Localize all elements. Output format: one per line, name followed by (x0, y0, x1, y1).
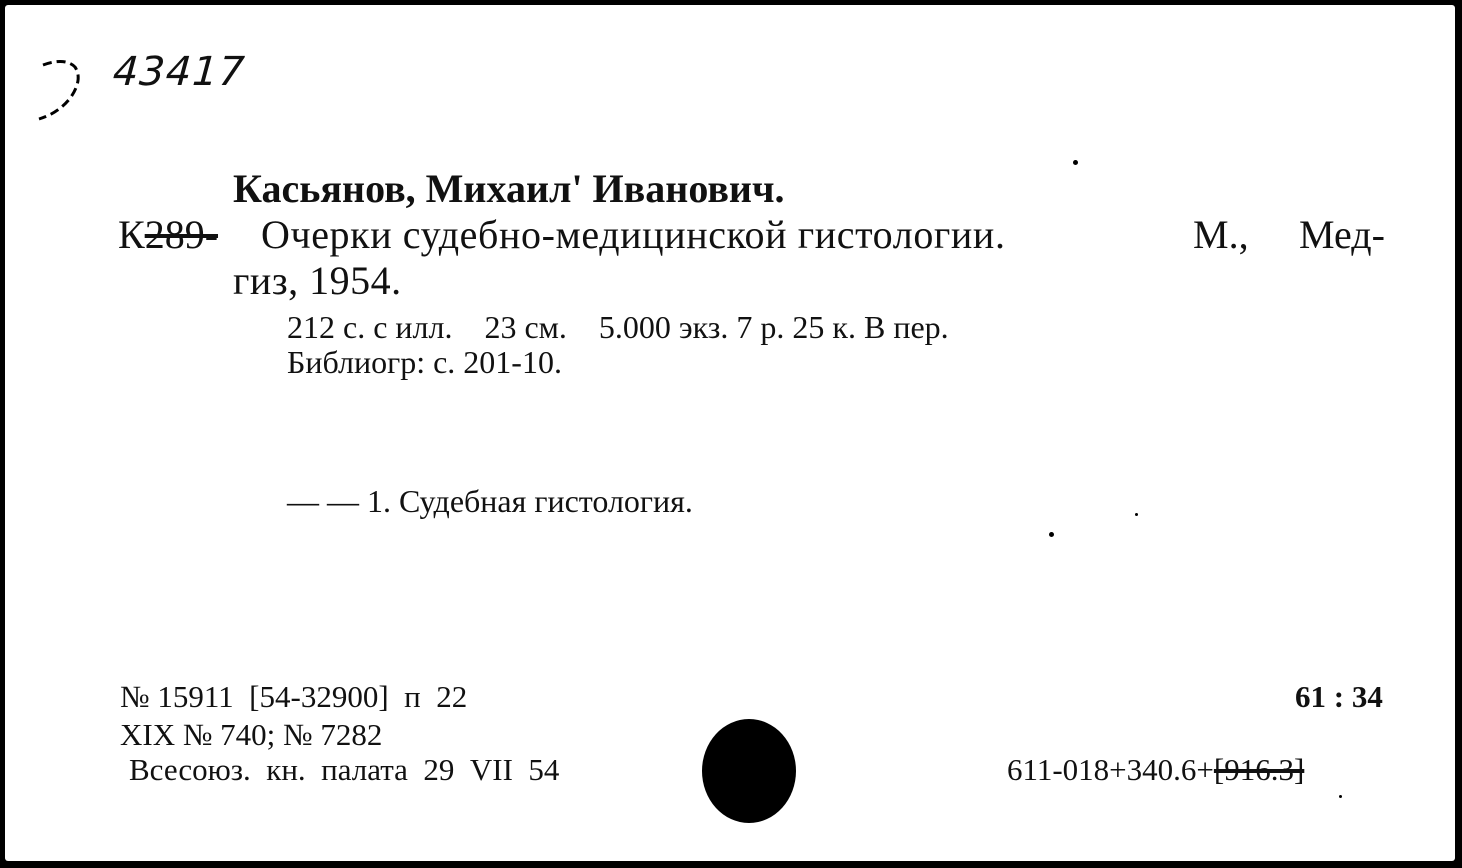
catalog-card (5, 5, 1455, 861)
publisher-year: гиз, 1954. (233, 258, 402, 303)
bibliography-note: Библиогр: с. 201-10. (287, 344, 562, 380)
speck (1049, 532, 1054, 537)
speck (1339, 795, 1342, 798)
handwritten-mark-icon (35, 57, 95, 127)
shelfmark-struck-number: 289- (144, 212, 219, 257)
shelfmark-letter: К (118, 212, 145, 257)
speck (1135, 513, 1138, 516)
shelfmark (118, 211, 218, 258)
author-heading: Касьянов, Михаил' Иванович. (233, 166, 785, 211)
speck (1073, 160, 1078, 165)
classification-code-2-main: 611-018+340.6+ (1007, 752, 1214, 787)
registry-line-3: Всесоюз. кн. палата 29 VII 54 (129, 752, 560, 787)
publication-place: М., (1193, 212, 1249, 257)
subject-heading: — — 1. Судебная гистология. (287, 483, 693, 519)
publisher-part-1: Мед- (1299, 212, 1385, 257)
classification-code-1: 61 : 34 (1295, 679, 1383, 714)
registry-line-1: № 15911 [54-32900] п 22 (120, 679, 468, 714)
classification-code-2 (1007, 752, 1304, 788)
registry-line-2: XIX № 740; № 7282 (120, 717, 383, 752)
classification-code-2-struck: [916.3] (1213, 752, 1305, 787)
accession-number: 43417 (111, 49, 247, 95)
physical-description: 212 с. с илл. 23 см. 5.000 экз. 7 р. 25 к. В пер. (287, 309, 949, 345)
book-title: Очерки судебно-медицинской гистологии. (261, 212, 1006, 257)
punch-hole (702, 719, 796, 823)
